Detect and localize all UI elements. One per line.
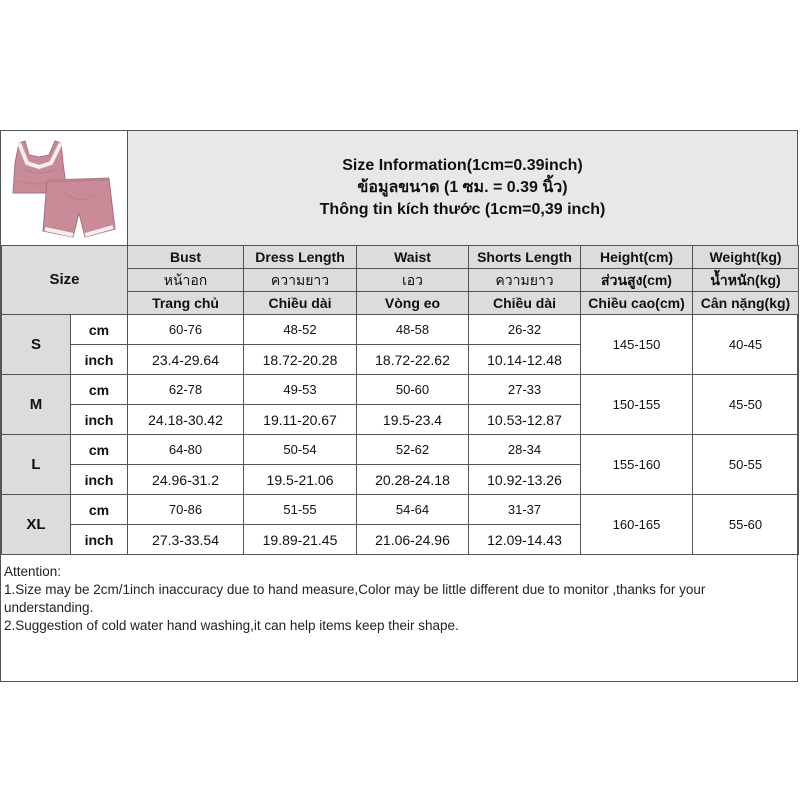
header-height: Height(cm) (581, 246, 693, 269)
column-header-row-en (2, 246, 799, 269)
cell-dress-length-cm: 50-54 (244, 435, 357, 465)
unit-inch: inch (71, 465, 128, 495)
cell-weight: 45-50 (693, 375, 799, 435)
header-dress-length-th: ความยาว (244, 269, 357, 292)
unit-cm: cm (71, 315, 128, 345)
header-bust: Bust (128, 246, 244, 269)
cell-height: 155-160 (581, 435, 693, 495)
cell-waist-inch: 20.28-24.18 (357, 465, 469, 495)
notes-line-2: 2.Suggestion of cold water hand washing,it can help items keep their shape. (4, 618, 459, 633)
cell-bust-inch: 24.18-30.42 (128, 405, 244, 435)
header-row (1, 131, 797, 246)
unit-inch: inch (71, 345, 128, 375)
cell-waist-inch: 18.72-22.62 (357, 345, 469, 375)
header-weight: Weight(kg) (693, 246, 799, 269)
cell-dress-length-inch: 19.5-21.06 (244, 465, 357, 495)
cell-weight: 50-55 (693, 435, 799, 495)
cell-shorts-length-cm: 28-34 (469, 435, 581, 465)
attention-notes (1, 563, 797, 635)
header-weight-th: น้ำหนัก(kg) (693, 269, 799, 292)
cell-waist-cm: 54-64 (357, 495, 469, 525)
cell-dress-length-cm: 51-55 (244, 495, 357, 525)
unit-inch: inch (71, 405, 128, 435)
size-chart-sheet (0, 130, 798, 682)
unit-cm: cm (71, 495, 128, 525)
unit-cm: cm (71, 375, 128, 405)
header-height-th: ส่วนสูง(cm) (581, 269, 693, 292)
header-dress-length: Dress Length (244, 246, 357, 269)
cell-dress-length-cm: 49-53 (244, 375, 357, 405)
cell-weight: 55-60 (693, 495, 799, 555)
table-row (2, 495, 799, 525)
cell-dress-length-inch: 19.11-20.67 (244, 405, 357, 435)
size-column-header: Size (2, 246, 128, 315)
title-english: Size Information(1cm=0.39inch) (342, 157, 583, 174)
cell-waist-cm: 50-60 (357, 375, 469, 405)
header-shorts-length: Shorts Length (469, 246, 581, 269)
title-vietnamese: Thông tin kích thước (1cm=0,39 inch) (319, 201, 606, 218)
header-dress-length-vi: Chiều dài (244, 292, 357, 315)
cell-height: 145-150 (581, 315, 693, 375)
product-photo (1, 131, 128, 245)
cell-bust-cm: 62-78 (128, 375, 244, 405)
pink-satin-pajama-set-photo-icon (5, 133, 123, 243)
size-label-xl: XL (2, 495, 71, 555)
header-bust-th: หน้าอก (128, 269, 244, 292)
header-waist-th: เอว (357, 269, 469, 292)
size-table (1, 245, 799, 555)
notes-line-1: 1.Size may be 2cm/1inch inaccuracy due to hand measure,Color may be little different due to monitor ,thanks for your understanding. (4, 582, 706, 615)
cell-shorts-length-cm: 27-33 (469, 375, 581, 405)
title-thai: ข้อมูลขนาด (1 ซม. = 0.39 นิ้ว) (357, 179, 568, 196)
cell-waist-cm: 52-62 (357, 435, 469, 465)
notes-heading: Attention: (4, 564, 62, 579)
cell-bust-inch: 24.96-31.2 (128, 465, 244, 495)
cell-shorts-length-inch: 10.14-12.48 (469, 345, 581, 375)
cell-dress-length-inch: 19.89-21.45 (244, 525, 357, 555)
title-banner (128, 131, 797, 245)
cell-bust-inch: 23.4-29.64 (128, 345, 244, 375)
cell-bust-inch: 27.3-33.54 (128, 525, 244, 555)
cell-bust-cm: 70-86 (128, 495, 244, 525)
header-shorts-length-vi: Chiều dài (469, 292, 581, 315)
cell-waist-inch: 19.5-23.4 (357, 405, 469, 435)
header-shorts-length-th: ความยาว (469, 269, 581, 292)
header-height-vi: Chiều cao(cm) (581, 292, 693, 315)
size-label-l: L (2, 435, 71, 495)
cell-bust-cm: 64-80 (128, 435, 244, 465)
header-weight-vi: Cân nặng(kg) (693, 292, 799, 315)
cell-shorts-length-inch: 10.53-12.87 (469, 405, 581, 435)
table-row (2, 435, 799, 465)
cell-shorts-length-inch: 12.09-14.43 (469, 525, 581, 555)
cell-shorts-length-cm: 31-37 (469, 495, 581, 525)
table-row (2, 315, 799, 345)
cell-shorts-length-cm: 26-32 (469, 315, 581, 345)
cell-shorts-length-inch: 10.92-13.26 (469, 465, 581, 495)
header-waist: Waist (357, 246, 469, 269)
cell-dress-length-inch: 18.72-20.28 (244, 345, 357, 375)
unit-cm: cm (71, 435, 128, 465)
unit-inch: inch (71, 525, 128, 555)
cell-weight: 40-45 (693, 315, 799, 375)
table-row (2, 375, 799, 405)
cell-bust-cm: 60-76 (128, 315, 244, 345)
cell-dress-length-cm: 48-52 (244, 315, 357, 345)
size-label-s: S (2, 315, 71, 375)
cell-height: 150-155 (581, 375, 693, 435)
cell-waist-inch: 21.06-24.96 (357, 525, 469, 555)
header-waist-vi: Vòng eo (357, 292, 469, 315)
header-bust-vi: Trang chủ (128, 292, 244, 315)
size-label-m: M (2, 375, 71, 435)
cell-height: 160-165 (581, 495, 693, 555)
cell-waist-cm: 48-58 (357, 315, 469, 345)
